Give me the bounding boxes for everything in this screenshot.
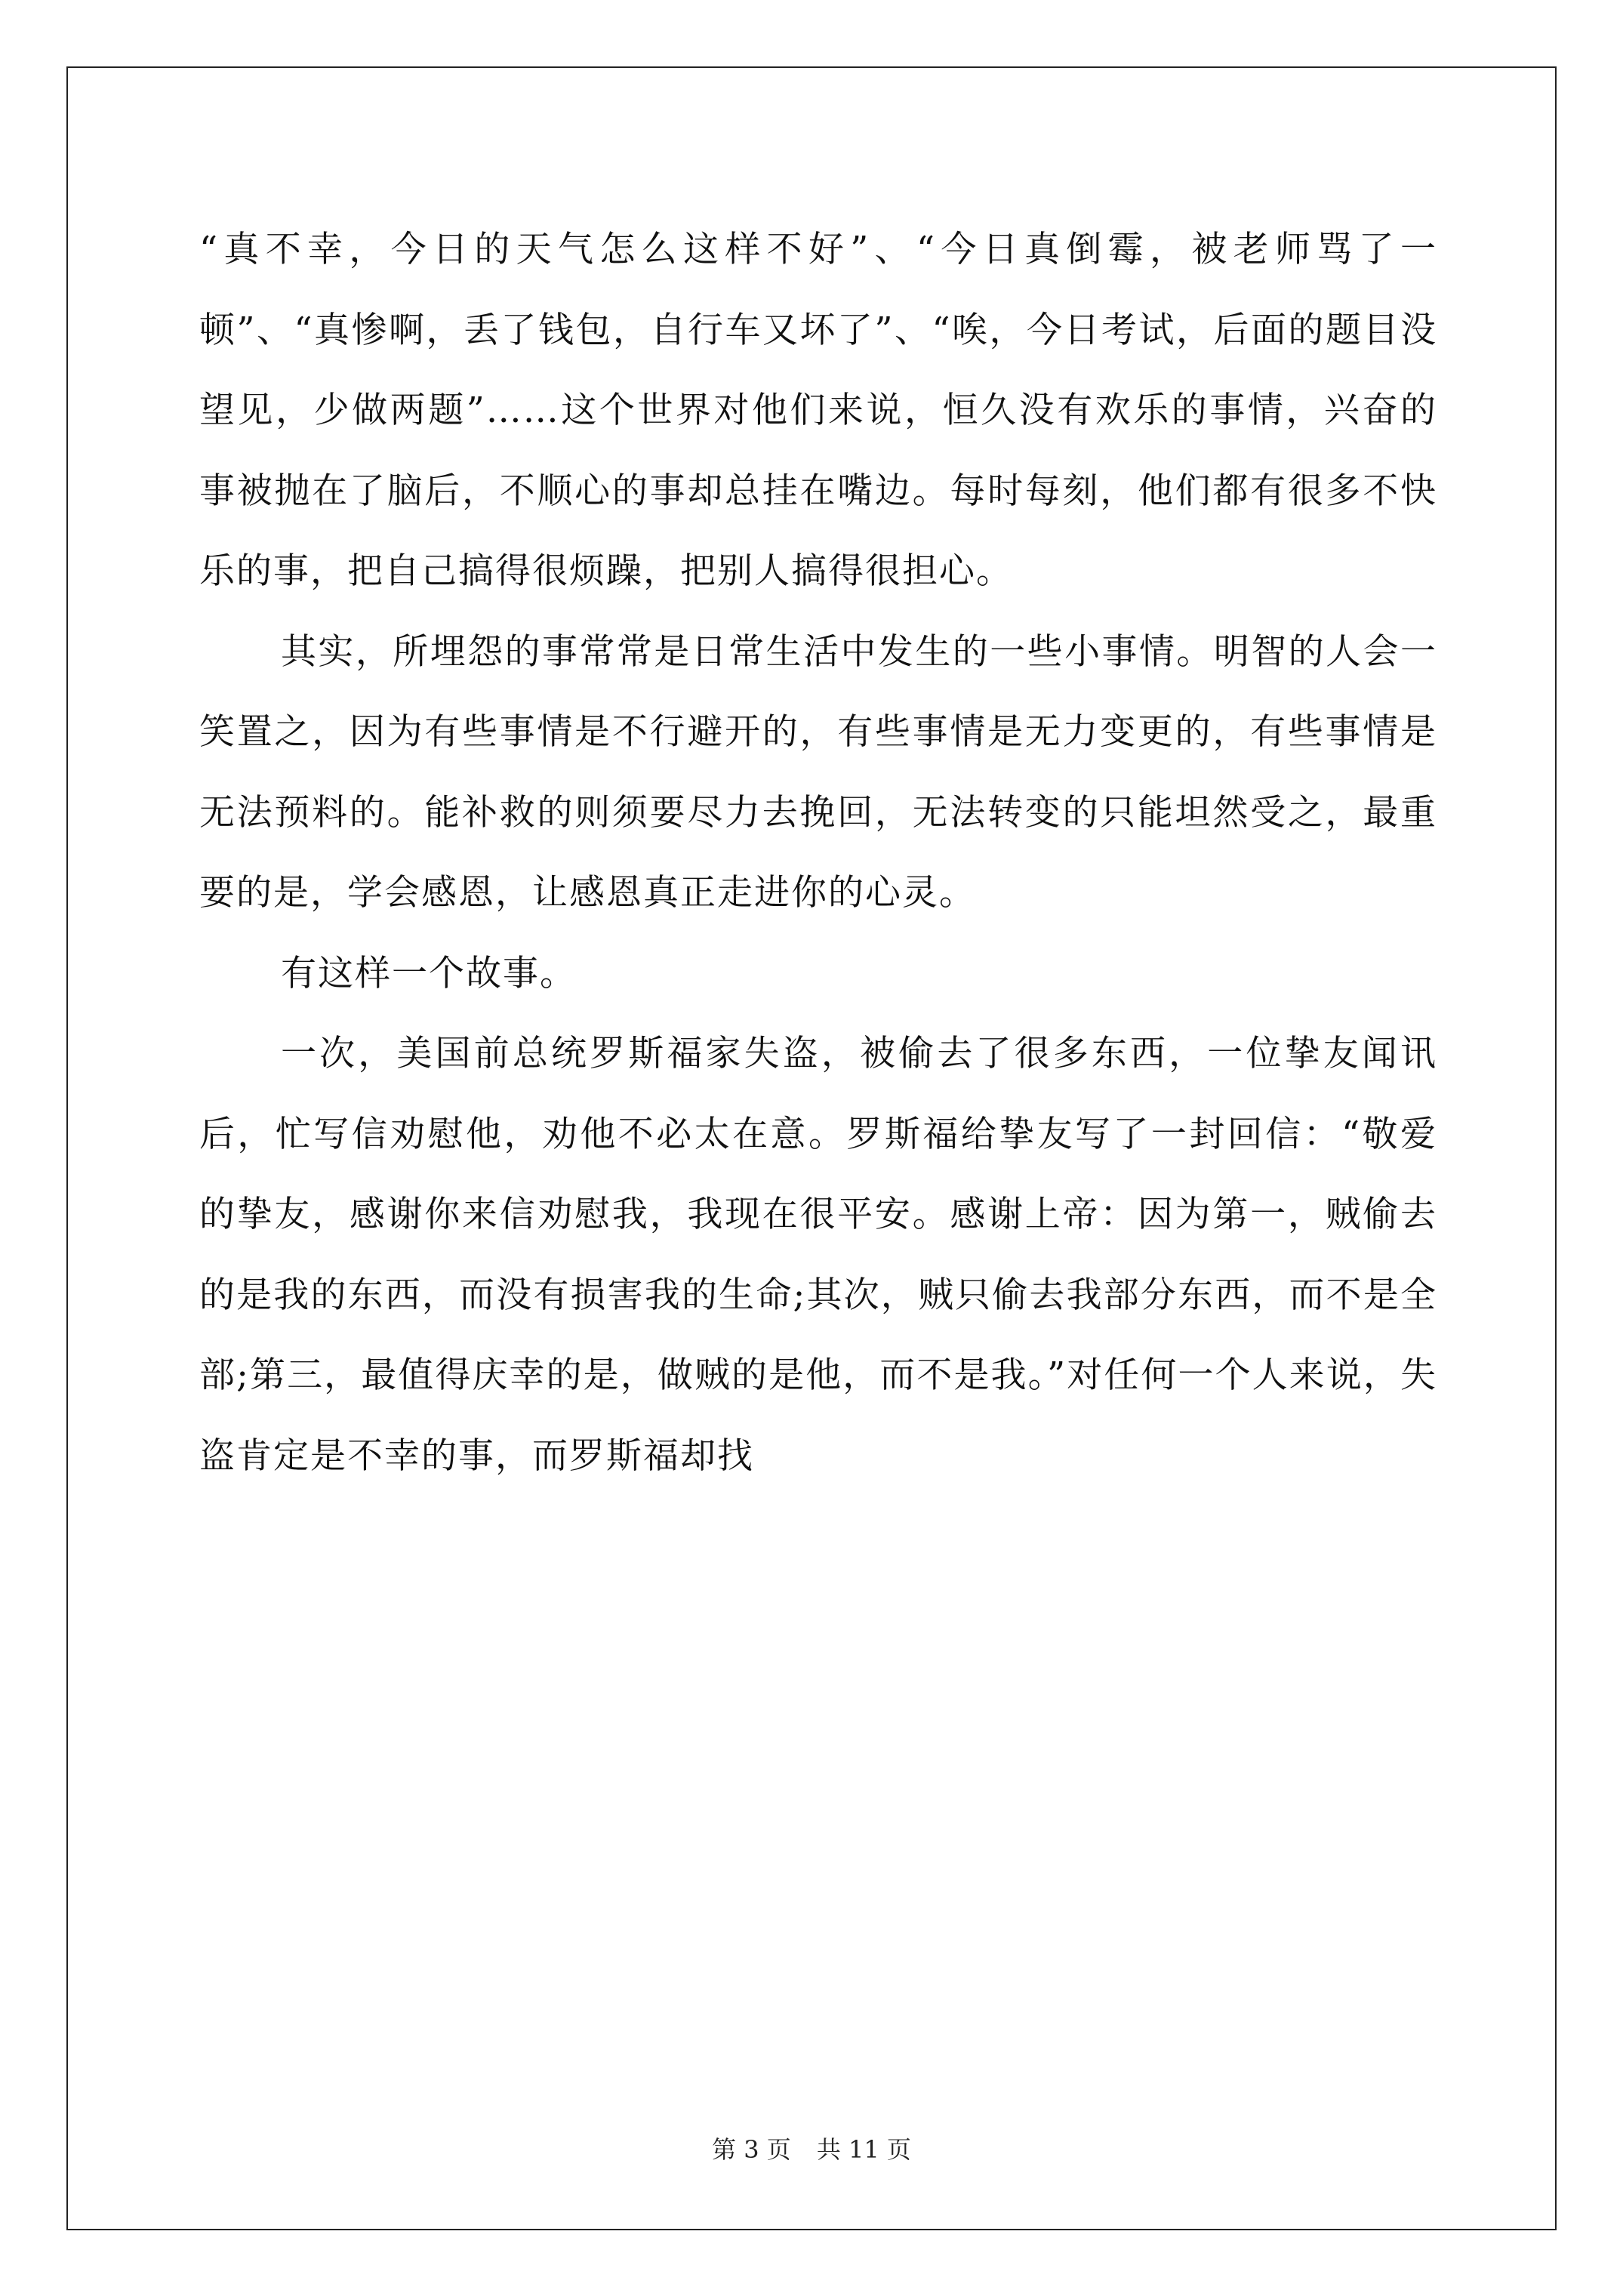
paragraph-story-intro: 有这样一个故事。	[281, 952, 577, 994]
paragraph-roosevelt-story: 一次，美国前总统罗斯福家失盗，被偷去了很多东西，一位挚友闻讯后，忙写信劝慰他，劝他不必太在意。罗斯福给挚友写了一封回信：“敬爱的挚友，感谢你来信劝慰我，我现在很平安。感谢上帝：因为第一，贼偷去的是我的东西，而没有损害我的生命;其次，贼只偷去我部分东西，而不是全部;第三，最值得庆幸的是，做贼的是他，而不是我。”对任何一个人来说，失盗肯定是不幸的事，而罗斯福却找	[199, 1033, 1437, 1477]
page-total: 共 11 页	[816, 2135, 911, 2164]
page-footer	[0, 2131, 1623, 2165]
paragraph-complaints: “真不幸，今日的天气怎么这样不好”、“今日真倒霉，被老师骂了一顿”、“真惨啊，丢了钱包，自行车又坏了”、“唉，今日考试，后面的题目没望见，少做两题”……这个世界对他们来说，恒久没有欢乐的事情，兴奋的事被抛在了脑后，不顺心的事却总挂在嘴边。每时每刻，他们都有很多不快乐的事，把自己搞得很烦躁，把别人搞得很担心。	[199, 229, 1437, 592]
document-body	[199, 210, 1437, 1496]
page-number: 第 3 页	[712, 2135, 791, 2164]
paragraph-gratitude: 其实，所埋怨的事常常是日常生活中发生的一些小事情。明智的人会一笑置之，因为有些事情是不行避开的，有些事情是无力变更的，有些事情是无法预料的。能补救的则须要尽力去挽回，无法转变的只能坦然受之，最重要的是，学会感恩，让感恩真正走进你的心灵。	[199, 630, 1437, 914]
